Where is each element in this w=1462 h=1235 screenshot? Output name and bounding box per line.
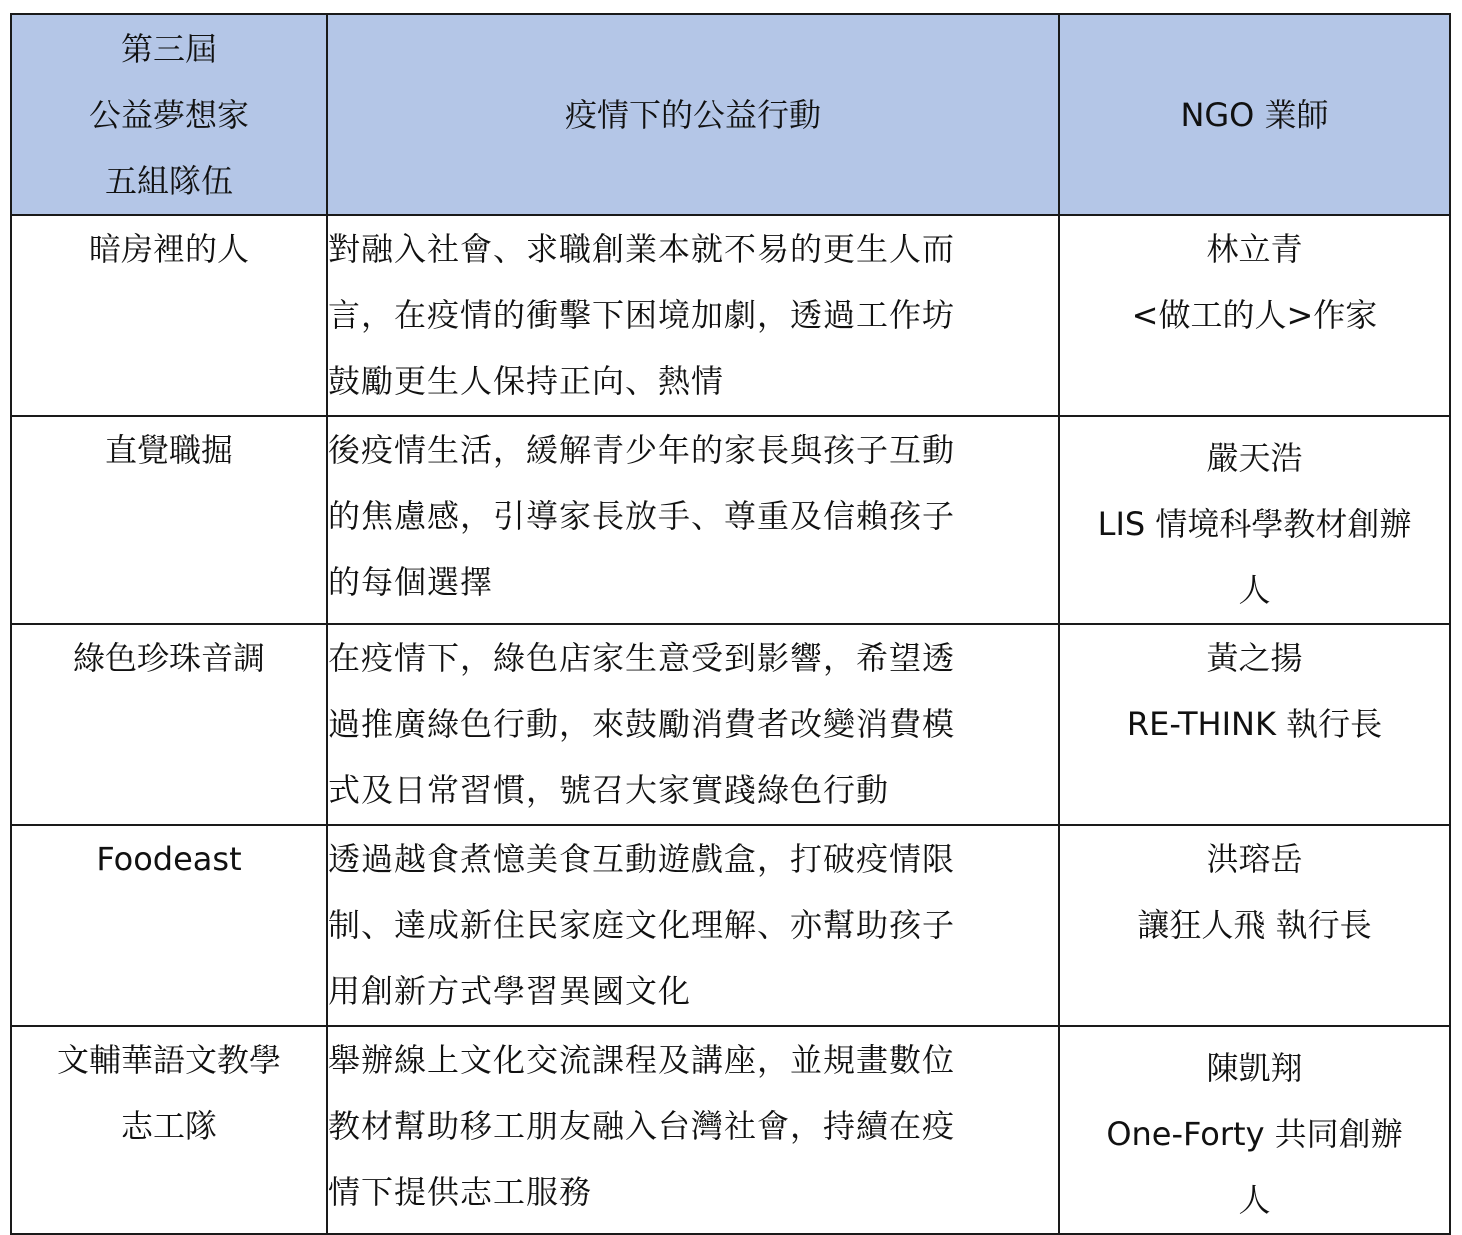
mentor-cell (1059, 416, 1450, 624)
mentor-cell (1059, 1026, 1450, 1234)
mentor-title: LIS 情境科學教材創辦 (1097, 505, 1412, 543)
team-cell (11, 1026, 327, 1234)
team-name: 文輔華語文教學 (56, 1041, 281, 1079)
action-line: 情下提供志工服務 (328, 1173, 593, 1211)
team-name: 暗房裡的人 (88, 230, 249, 268)
team-cell (11, 416, 327, 624)
mentor-title: 人 (1238, 1181, 1271, 1219)
mentor-name: 洪瑢岳 (1206, 840, 1303, 878)
action-line: 後疫情生活，緩解青少年的家長與孩子互動 (328, 431, 956, 469)
header-mentor: NGO 業師 (1059, 14, 1450, 215)
action-cell (327, 1026, 1059, 1234)
mentor-name: 陳凱翔 (1206, 1049, 1303, 1087)
table-row (11, 1026, 1450, 1234)
action-line: 用創新方式學習異國文化 (328, 972, 692, 1010)
header-teams-line: 公益夢想家 (88, 95, 249, 134)
table-row (11, 825, 1450, 1026)
action-line: 透過越食煮憶美食互動遊戲盒，打破疫情限 (328, 840, 956, 878)
action-cell (327, 215, 1059, 416)
action-line: 式及日常習慣，號召大家實踐綠色行動 (328, 771, 890, 809)
mentor-name: 林立青 (1206, 230, 1303, 268)
mentor-cell (1059, 825, 1450, 1026)
mentor-cell (1059, 215, 1450, 416)
mentor-cell (1059, 624, 1450, 825)
action-line: 在疫情下，綠色店家生意受到影響，希望透 (328, 639, 956, 677)
action-cell (327, 624, 1059, 825)
header-action: 疫情下的公益行動 (327, 14, 1059, 215)
action-line: 鼓勵更生人保持正向、熱情 (328, 362, 725, 400)
action-line: 教材幫助移工朋友融入台灣社會，持續在疫 (328, 1107, 956, 1145)
team-name: 綠色珍珠音調 (72, 639, 265, 677)
action-cell (327, 825, 1059, 1026)
team-cell (11, 215, 327, 416)
action-line: 的每個選擇 (328, 563, 494, 601)
team-cell (11, 624, 327, 825)
action-line: 的焦慮感，引導家長放手、尊重及信賴孩子 (328, 497, 956, 535)
mentor-title: RE-THINK 執行長 (1126, 705, 1383, 743)
mentor-title: One-Forty 共同創辦 (1106, 1115, 1403, 1153)
mentor-title: 讓狂人飛 執行長 (1137, 906, 1372, 944)
mentor-title: 人 (1238, 571, 1271, 609)
team-name: 直覺職掘 (104, 431, 233, 469)
table-row (11, 416, 1450, 624)
table-row (11, 624, 1450, 825)
mentor-title: <做工的人>作家 (1131, 296, 1378, 334)
action-line: 言，在疫情的衝擊下困境加劇，透過工作坊 (328, 296, 956, 334)
header-row (11, 14, 1450, 215)
action-line: 過推廣綠色行動，來鼓勵消費者改變消費模 (328, 705, 956, 743)
action-line: 對融入社會、求職創業本就不易的更生人而 (328, 230, 956, 268)
team-cell (11, 825, 327, 1026)
teams-table (10, 13, 1451, 1235)
action-line: 制、達成新住民家庭文化理解、亦幫助孩子 (328, 906, 956, 944)
team-name: 志工隊 (120, 1107, 217, 1145)
header-teams-line: 第三屆 (120, 29, 217, 68)
action-cell (327, 416, 1059, 624)
mentor-name: 黃之揚 (1206, 639, 1303, 677)
team-name: Foodeast (96, 840, 242, 878)
table-row (11, 215, 1450, 416)
header-teams (11, 14, 327, 215)
action-line: 舉辦線上文化交流課程及講座，並規畫數位 (328, 1041, 956, 1079)
mentor-name: 嚴天浩 (1206, 439, 1303, 477)
header-teams-line: 五組隊伍 (104, 161, 233, 200)
